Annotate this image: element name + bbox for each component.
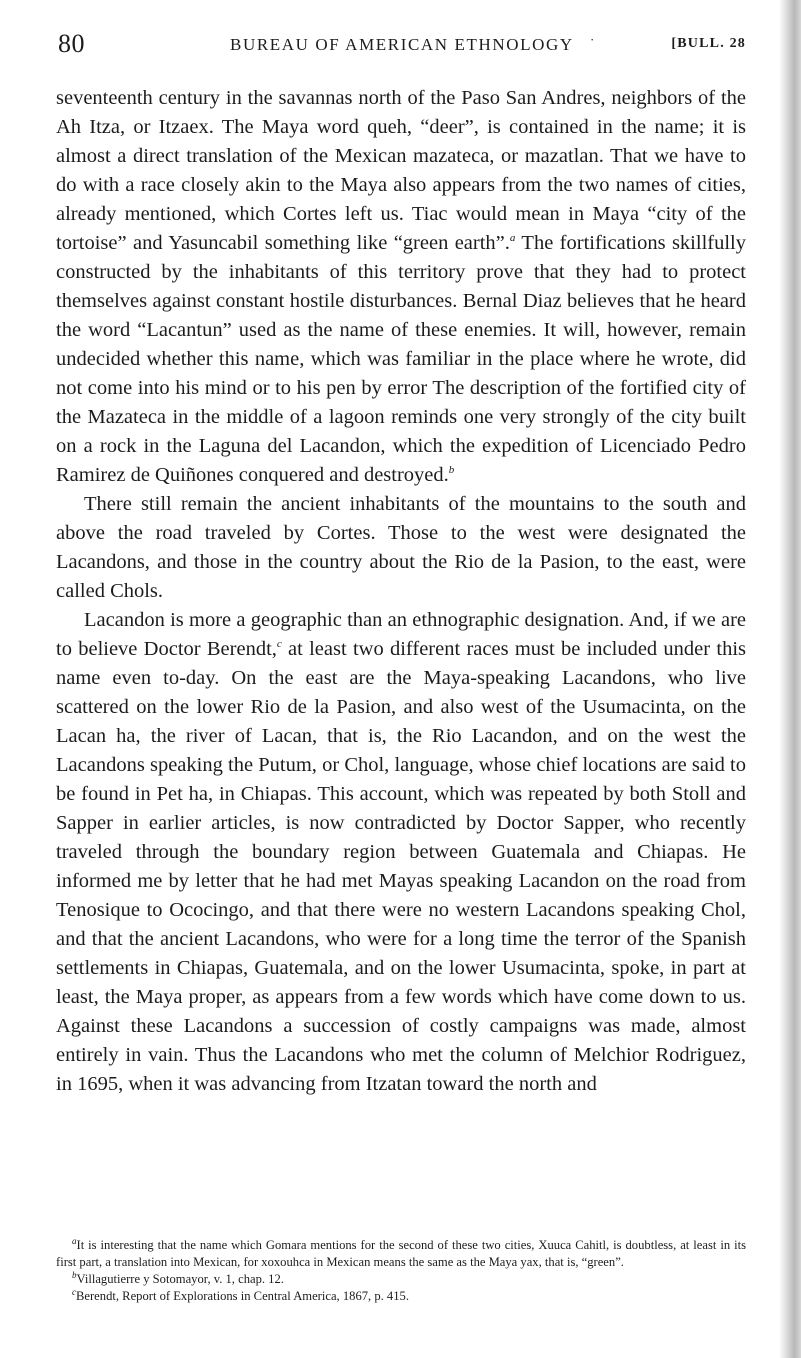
- footnote-marker: c: [72, 1286, 76, 1297]
- paragraph-text: Lacandon is more a geographic than an ethnographic designation. And, if we are to believe Doctor Berendt,: [56, 609, 746, 660]
- page-number: 80: [58, 29, 85, 58]
- footnote-text: It is interesting that the name which Gomara mentions for the second of these two cities, Xuuca Cahitl, is doubtless, at least in its first part, a translation into Mexican, for xoxouhca in Mexican means the same as the Maya yax, that is, “green”.: [56, 1238, 746, 1269]
- footnotes: [56, 1237, 746, 1305]
- bulletin-reference: [BULL. 28: [671, 36, 746, 51]
- footnote: [56, 1271, 746, 1288]
- footnote-text: Villagutierre y Sotomayor, v. 1, chap. 12.: [76, 1272, 284, 1286]
- paragraph-text: The fortifications skillfully constructed by the inhabitants of this territory prove that they had to protect themselves against constant hostile disturbances. Bernal Diaz believes that he heard the word “Lacantun” used as the name of these enemies. It will, however, remain undecided whether this name, which was familiar in the place where he wrote, did not come into his mind or to his pen by error The description of the fortified city of the Mazateca in the middle of a lagoon reminds one very strongly of the city built on a rock in the Laguna del Lacandon, which the expedition of Licenciado Pedro Ramirez de Quiñones conquered and destroyed.: [56, 232, 746, 486]
- footnote-reference: c: [276, 638, 282, 651]
- paragraph-text: There still remain the ancient inhabitants of the mountains to the south and above the road traveled by Cortes. Those to the west were designated the Lacandons, and those in the country about the Rio de la Pasion, to the east, were called Chols.: [56, 493, 746, 602]
- footnote: [56, 1288, 746, 1305]
- paragraph: [56, 84, 746, 490]
- footnote-text: Berendt, Report of Explorations in Central America, 1867, p. 415.: [76, 1289, 409, 1303]
- paragraph-text: seventeenth century in the savannas north of the Paso San Andres, neighbors of the Ah Itza, or Itzaex. The Maya word queh, “deer”, is contained in the name; it is almost a direct translation of the Mexican mazateca, or mazatlan. That we have to do with a race closely akin to the Maya also appears from the two names of cities, already mentioned, which Cortes left us. Tiac would mean in Maya “city of the tortoise” and Yasuncabil something like “green earth”.: [56, 87, 746, 254]
- footnote-marker: b: [72, 1269, 77, 1280]
- footnote-reference: a: [509, 232, 516, 245]
- scanned-page-edge: [779, 0, 801, 1358]
- footnote-marker: a: [72, 1235, 77, 1246]
- body-text: [56, 84, 746, 1099]
- running-head: BUREAU OF AMERICAN ETHNOLOGY: [230, 35, 574, 54]
- paragraph: [56, 490, 746, 606]
- footnote-reference: b: [448, 464, 455, 477]
- paragraph: [56, 606, 746, 1099]
- footnote: [56, 1237, 746, 1271]
- page-header: [58, 28, 748, 60]
- paragraph-text: at least two different races must be included under this name even to-day. On the east are the Maya-speaking Lacandons, who live scattered on the lower Rio de la Pasion, and also west of the Usumacinta, on the Lacan ha, the river of Lacan, that is, the Rio Lacandon, and on the west the Lacandons speaking the Putum, or Chol, language, whose chief locations are said to be found in Pet ha, in Chiapas. This account, which was repeated by both Stoll and Sapper in earlier articles, is now contradicted by Doctor Sapper, who recently traveled through the boundary region between Guatemala and Chiapas. He informed me by letter that he had met Mayas speaking Lacandon on the road from Tenosique to Ococingo, and that there were no western Lacandons speaking Chol, and that the ancient Lacandons, who were for a long time the terror of the Spanish settlements in Chiapas, Guatemala, and on the lower Usumacinta, spoke, in part at least, the Maya proper, as appears from a few words which have come down to us. Against these Lacandons a succession of costly campaigns was made, almost entirely in vain. Thus the Lacandons who met the column of Melchior Rodriguez, in 1695, when it was advancing from Itzatan toward the north and: [56, 638, 746, 1095]
- header-mark: ·: [590, 32, 595, 47]
